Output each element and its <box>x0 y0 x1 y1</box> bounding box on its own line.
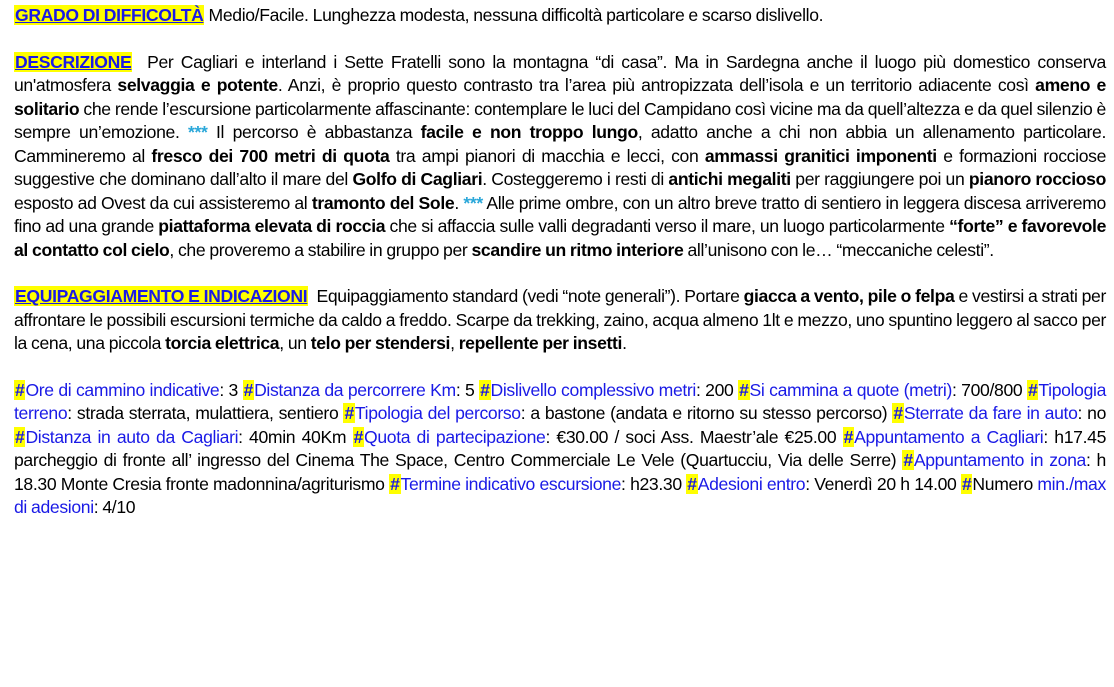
description-bold: selvaggia e potente <box>117 75 278 95</box>
info-field-value: : a bastone (andata e ritorno su stesso percorso) <box>520 403 888 423</box>
description-heading: DESCRIZIONE <box>15 51 132 72</box>
hash-marker: # <box>15 426 25 447</box>
description-bold: fresco dei 700 metri di quota <box>151 145 390 166</box>
description-text: tra ampi pianori di macchia e lecci, con <box>389 145 705 166</box>
info-field-key: Appuntamento a Cagliari <box>854 426 1044 447</box>
description-text: . Anzi, è proprio questo contrasto tra l’area più antropizzata dell’isola e un territorio adiacente così <box>277 75 1036 95</box>
info-field-value: : strada sterrata, mulattiera, sentiero <box>67 403 339 423</box>
description-text: Il percorso è abbastanza <box>216 122 421 142</box>
spacer <box>14 356 1106 379</box>
info-field-value: : h 18.30 Monte Cresia fronte madonnina/agriturismo <box>14 450 1106 494</box>
info-field-value: : h17.45 parcheggio di fronte all’ ingresso del Cinema The Space, Centro Commerciale Le Vele (Quartucciu, Via delle Serre) <box>14 426 1107 470</box>
hash-marker: # <box>687 473 697 494</box>
description-bold: facile e non troppo lungo <box>420 122 638 142</box>
hash-marker: # <box>480 379 490 400</box>
hash-marker: # <box>903 450 913 470</box>
hash-marker: # <box>1027 379 1038 400</box>
description-text: , che proveremo a stabilire in gruppo per <box>169 239 472 260</box>
section-separator: *** <box>463 192 483 213</box>
info-field-key: Sterrate da fare in auto <box>903 403 1078 423</box>
hash-marker: # <box>353 426 363 447</box>
info-field-value: : 700/800 <box>952 379 1023 400</box>
hash-marker: # <box>243 379 254 400</box>
description-paragraph <box>14 51 1106 263</box>
info-field-key: Tipologia terreno <box>14 379 1107 423</box>
info-field-prefix: Numero <box>972 473 1033 494</box>
equipment-bold: torcia elettrica <box>165 333 280 353</box>
description-bold: ameno e solitario <box>14 75 1106 119</box>
description-text: e formazioni rocciose suggestive che dominano dall’alto il mare del <box>14 145 1107 189</box>
description-bold: piattaforma elevata di roccia <box>158 216 386 236</box>
description-text: esposto ad Ovest da cui assisteremo al <box>14 192 312 213</box>
info-field-key: Distanza in auto da Cagliari <box>25 426 239 447</box>
description-bold: antichi megaliti <box>668 169 791 189</box>
spacer <box>14 262 1106 285</box>
info-field-value: : 200 <box>695 379 734 400</box>
info-field-value: : 3 <box>219 379 238 400</box>
description-bold: scandire un ritmo interiore <box>471 239 684 260</box>
info-paragraph <box>14 379 1106 520</box>
equipment-text: e vestirsi a strati per affrontare le possibili escursioni termiche da caldo a freddo. Scarpe da trekking, zaino, acqua almeno 1lt e mezzo, uno spuntino leggero al sacco per la cena, una piccola <box>14 286 1107 353</box>
info-field-key: Quota di partecipazione <box>364 426 546 447</box>
info-field-key: Ore di cammino indicative <box>25 379 220 400</box>
hash-marker: # <box>961 473 972 494</box>
description-text: all’unisono con le… “meccaniche celesti”. <box>683 239 994 260</box>
info-field-key: Dislivello complessivo metri <box>490 379 696 400</box>
equipment-text: Equipaggiamento standard (vedi “note generali”). Portare <box>316 286 744 306</box>
equipment-bold: repellente per insetti <box>458 333 623 353</box>
hash-marker: # <box>843 426 854 447</box>
difficulty-paragraph <box>14 4 1106 28</box>
description-text: . <box>454 192 459 213</box>
hash-marker: # <box>390 473 400 494</box>
hash-marker: # <box>344 403 354 423</box>
info-field-value: : 5 <box>455 379 475 400</box>
info-field-value: : Venerdì 20 h 14.00 <box>805 473 957 494</box>
difficulty-heading: GRADO DI DIFFICOLTÀ <box>15 5 204 25</box>
hash-marker: # <box>15 379 25 400</box>
hash-marker: # <box>893 403 903 423</box>
info-field-value: : h23.30 <box>621 473 682 494</box>
info-field-key: Distanza da percorrere Km <box>254 379 456 400</box>
equipment-heading: EQUIPAGGIAMENTO E INDICAZIONI <box>15 286 308 306</box>
equipment-bold: telo per stendersi <box>310 333 451 353</box>
info-field-value: : 4/10 <box>93 497 136 517</box>
info-field-key: Appuntamento in zona <box>913 450 1086 470</box>
description-text: che rende l’escursione particolarmente affascinante: contemplare le luci del Campidano così vicine ma da quell’altezza e da quel silenzio è sempre un’emozione. <box>14 98 1106 142</box>
equipment-text: . <box>622 333 627 353</box>
equipment-text: , <box>450 333 459 353</box>
info-field-key: Adesioni entro <box>697 473 806 494</box>
equipment-paragraph <box>14 285 1106 356</box>
info-field-value: : €30.00 / soci Ass. Maestr’ale €25.00 <box>545 426 837 447</box>
description-text: Per Cagliari e interland i Sette Fratelli sono la montagna “di casa”. Ma in Sardegna anche il luogo più domestico conserva un'atmosfera <box>14 51 1106 95</box>
section-separator: *** <box>188 122 208 142</box>
description-bold: tramonto del Sole <box>311 192 455 213</box>
description-text: per raggiungere poi un <box>790 169 969 189</box>
description-bold: “forte” e favorevole al contatto col cielo <box>14 216 1107 260</box>
description-bold: Golfo di Cagliari <box>352 169 483 189</box>
info-field-key: Si cammina a quote (metri) <box>749 379 953 400</box>
info-field-key: Tipologia del percorso <box>354 403 521 423</box>
info-field-value: : no <box>1077 403 1107 423</box>
description-text: Alle prime ombre, con un altro breve tratto di sentiero in leggera discesa arriveremo fino ad una grande <box>14 192 1106 236</box>
info-field-key: Termine indicativo escursione <box>400 473 622 494</box>
info-field-key: min./max di adesioni <box>14 473 1106 517</box>
description-bold: pianoro roccioso <box>968 169 1106 189</box>
description-text: che si affaccia sulle valli degradanti verso il mare, un luogo particolarmente <box>385 216 950 236</box>
description-text: . Costeggeremo i resti di <box>482 169 669 189</box>
difficulty-text: Medio/Facile. Lunghezza modesta, nessuna difficoltà particolare e scarso dislivello. <box>208 5 824 25</box>
spacer <box>14 28 1106 51</box>
info-field-value: : 40min 40Km <box>238 426 347 447</box>
hash-marker: # <box>739 379 749 400</box>
description-bold: ammassi granitici imponenti <box>704 145 937 166</box>
description-text: , adatto anche a chi non abbia un allenamento particolare. Cammineremo al <box>14 122 1106 166</box>
equipment-bold: giacca a vento, pile o felpa <box>743 286 955 306</box>
equipment-text: , un <box>279 333 311 353</box>
